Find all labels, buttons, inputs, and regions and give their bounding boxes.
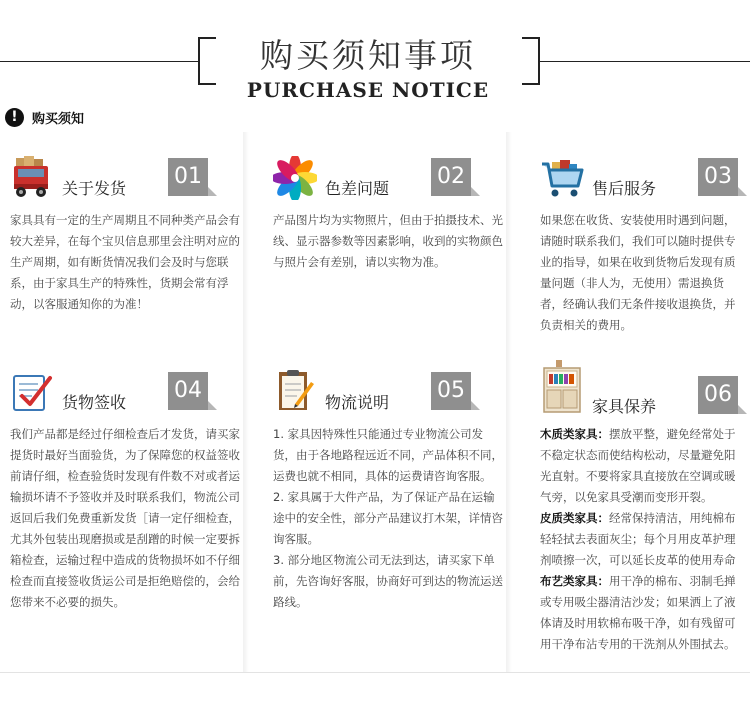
section-body: 产品图片均为实物照片，但由于拍摄技术、光线、显示器参数等因素影响，收到的实物颜色与照片会有差别，请以实物为准。 — [273, 213, 503, 269]
logistics-paragraph: 1. 家具因特殊性只能通过专业物流公司发货，由于各地路程远近不同，产品体积不同，运费也就不相同，具体的运费请咨询客服。 — [273, 427, 503, 483]
section-body — [273, 424, 505, 613]
section-number: 05 — [431, 372, 471, 410]
section-body: 我们产品都是经过仔细检查后才发货，请买家提货时最好当面验货，为了保障您的权益签收前请仔细，检查验货时发现有件数不对或者运输损坏请不予签收并及时联系我们，物流公司返回后我们免费重新发货［请一定仔细检查，尤其外包装出现磨损或是刮蹭的时候一定要拆箱检查，运输过程中造成的货物损坏如不仔细检查而直接签收货运公司是拒绝赔偿的，会给您带来不必要的损失。 — [10, 427, 240, 609]
page-title: 购买须知事项 — [260, 36, 476, 75]
section-number: 02 — [431, 158, 471, 196]
header-bracket-right — [522, 37, 540, 85]
section-title: 物流说明 — [325, 393, 390, 412]
care-item-wood: 木质类家具：摆放平整，避免经常处于不稳定状态而使结构松动，尽量避免阳光直射。不要将家具直接放在空调或暖气旁，以免家具受潮而变形开裂。 — [540, 427, 736, 504]
section-title: 货物签收 — [62, 393, 127, 412]
notice-label: 购买须知 — [32, 112, 85, 127]
column-divider — [243, 132, 249, 672]
color-palette-icon — [273, 156, 317, 200]
shopping-cart-icon — [540, 156, 584, 200]
header-line-right — [538, 61, 750, 62]
section-title: 售后服务 — [592, 179, 657, 198]
care-item-leather: 皮质类家具：经常保持清洁，用纯棉布轻轻拭去表面灰尘；每个月用皮革护理剂喷擦一次，可以延长皮革的使用寿命 — [540, 511, 736, 567]
logistics-paragraph: 3. 部分地区物流公司无法到达，请买家下单前，先咨询好客服，协商好可到达的物流运送路线。 — [273, 553, 503, 609]
section-number: 04 — [168, 372, 208, 410]
section-body: 家具具有一定的生产周期且不同种类产品会有较大差异，在每个宝贝信息那里会注明对应的生产周期，如有断货情况我们会及时与您联系，由于家具生产的特殊性，货期会常有浮动，以客服通知你的为准！ — [10, 213, 240, 311]
delivery-truck-icon — [10, 156, 54, 200]
section-title: 关于发货 — [62, 179, 127, 198]
section-title: 色差问题 — [325, 179, 390, 198]
section-number: 01 — [168, 158, 208, 196]
section-number: 06 — [698, 376, 738, 414]
section-number: 03 — [698, 158, 738, 196]
header-line-left — [0, 61, 198, 62]
notice-heading — [5, 108, 84, 127]
section-body: 如果您在收货、安装使用时遇到问题，请随时联系我们，我们可以随时提供专业的指导，如果在收到货物后发现有质量问题（非人为，无使用）需退换货者，经确认我们无条件接收退换货，并负责相关的费用。 — [540, 213, 736, 332]
clipboard-check-icon — [10, 370, 54, 414]
section-title: 家具保养 — [592, 397, 657, 416]
exclamation-icon: ! — [5, 108, 24, 127]
page-subtitle: PURCHASE NOTICE — [246, 78, 490, 102]
care-item-fabric: 布艺类家具：用干净的棉布、羽制毛掸或专用吸尘器清洁沙发；如果洒上了液体请及时用软棉布吸干净，如有残留可用干净布沾专用的干洗剂从外围拭去。 — [540, 574, 736, 651]
furniture-cabinet-icon — [540, 360, 584, 414]
notepad-pencil-icon — [273, 370, 317, 414]
section-body — [540, 424, 745, 655]
column-divider — [506, 132, 512, 672]
logistics-paragraph: 2. 家具属于大件产品，为了保证产品在运输途中的安全性，部分产品建议打木架，详情咨询客服。 — [273, 490, 503, 546]
bottom-divider — [0, 672, 750, 673]
